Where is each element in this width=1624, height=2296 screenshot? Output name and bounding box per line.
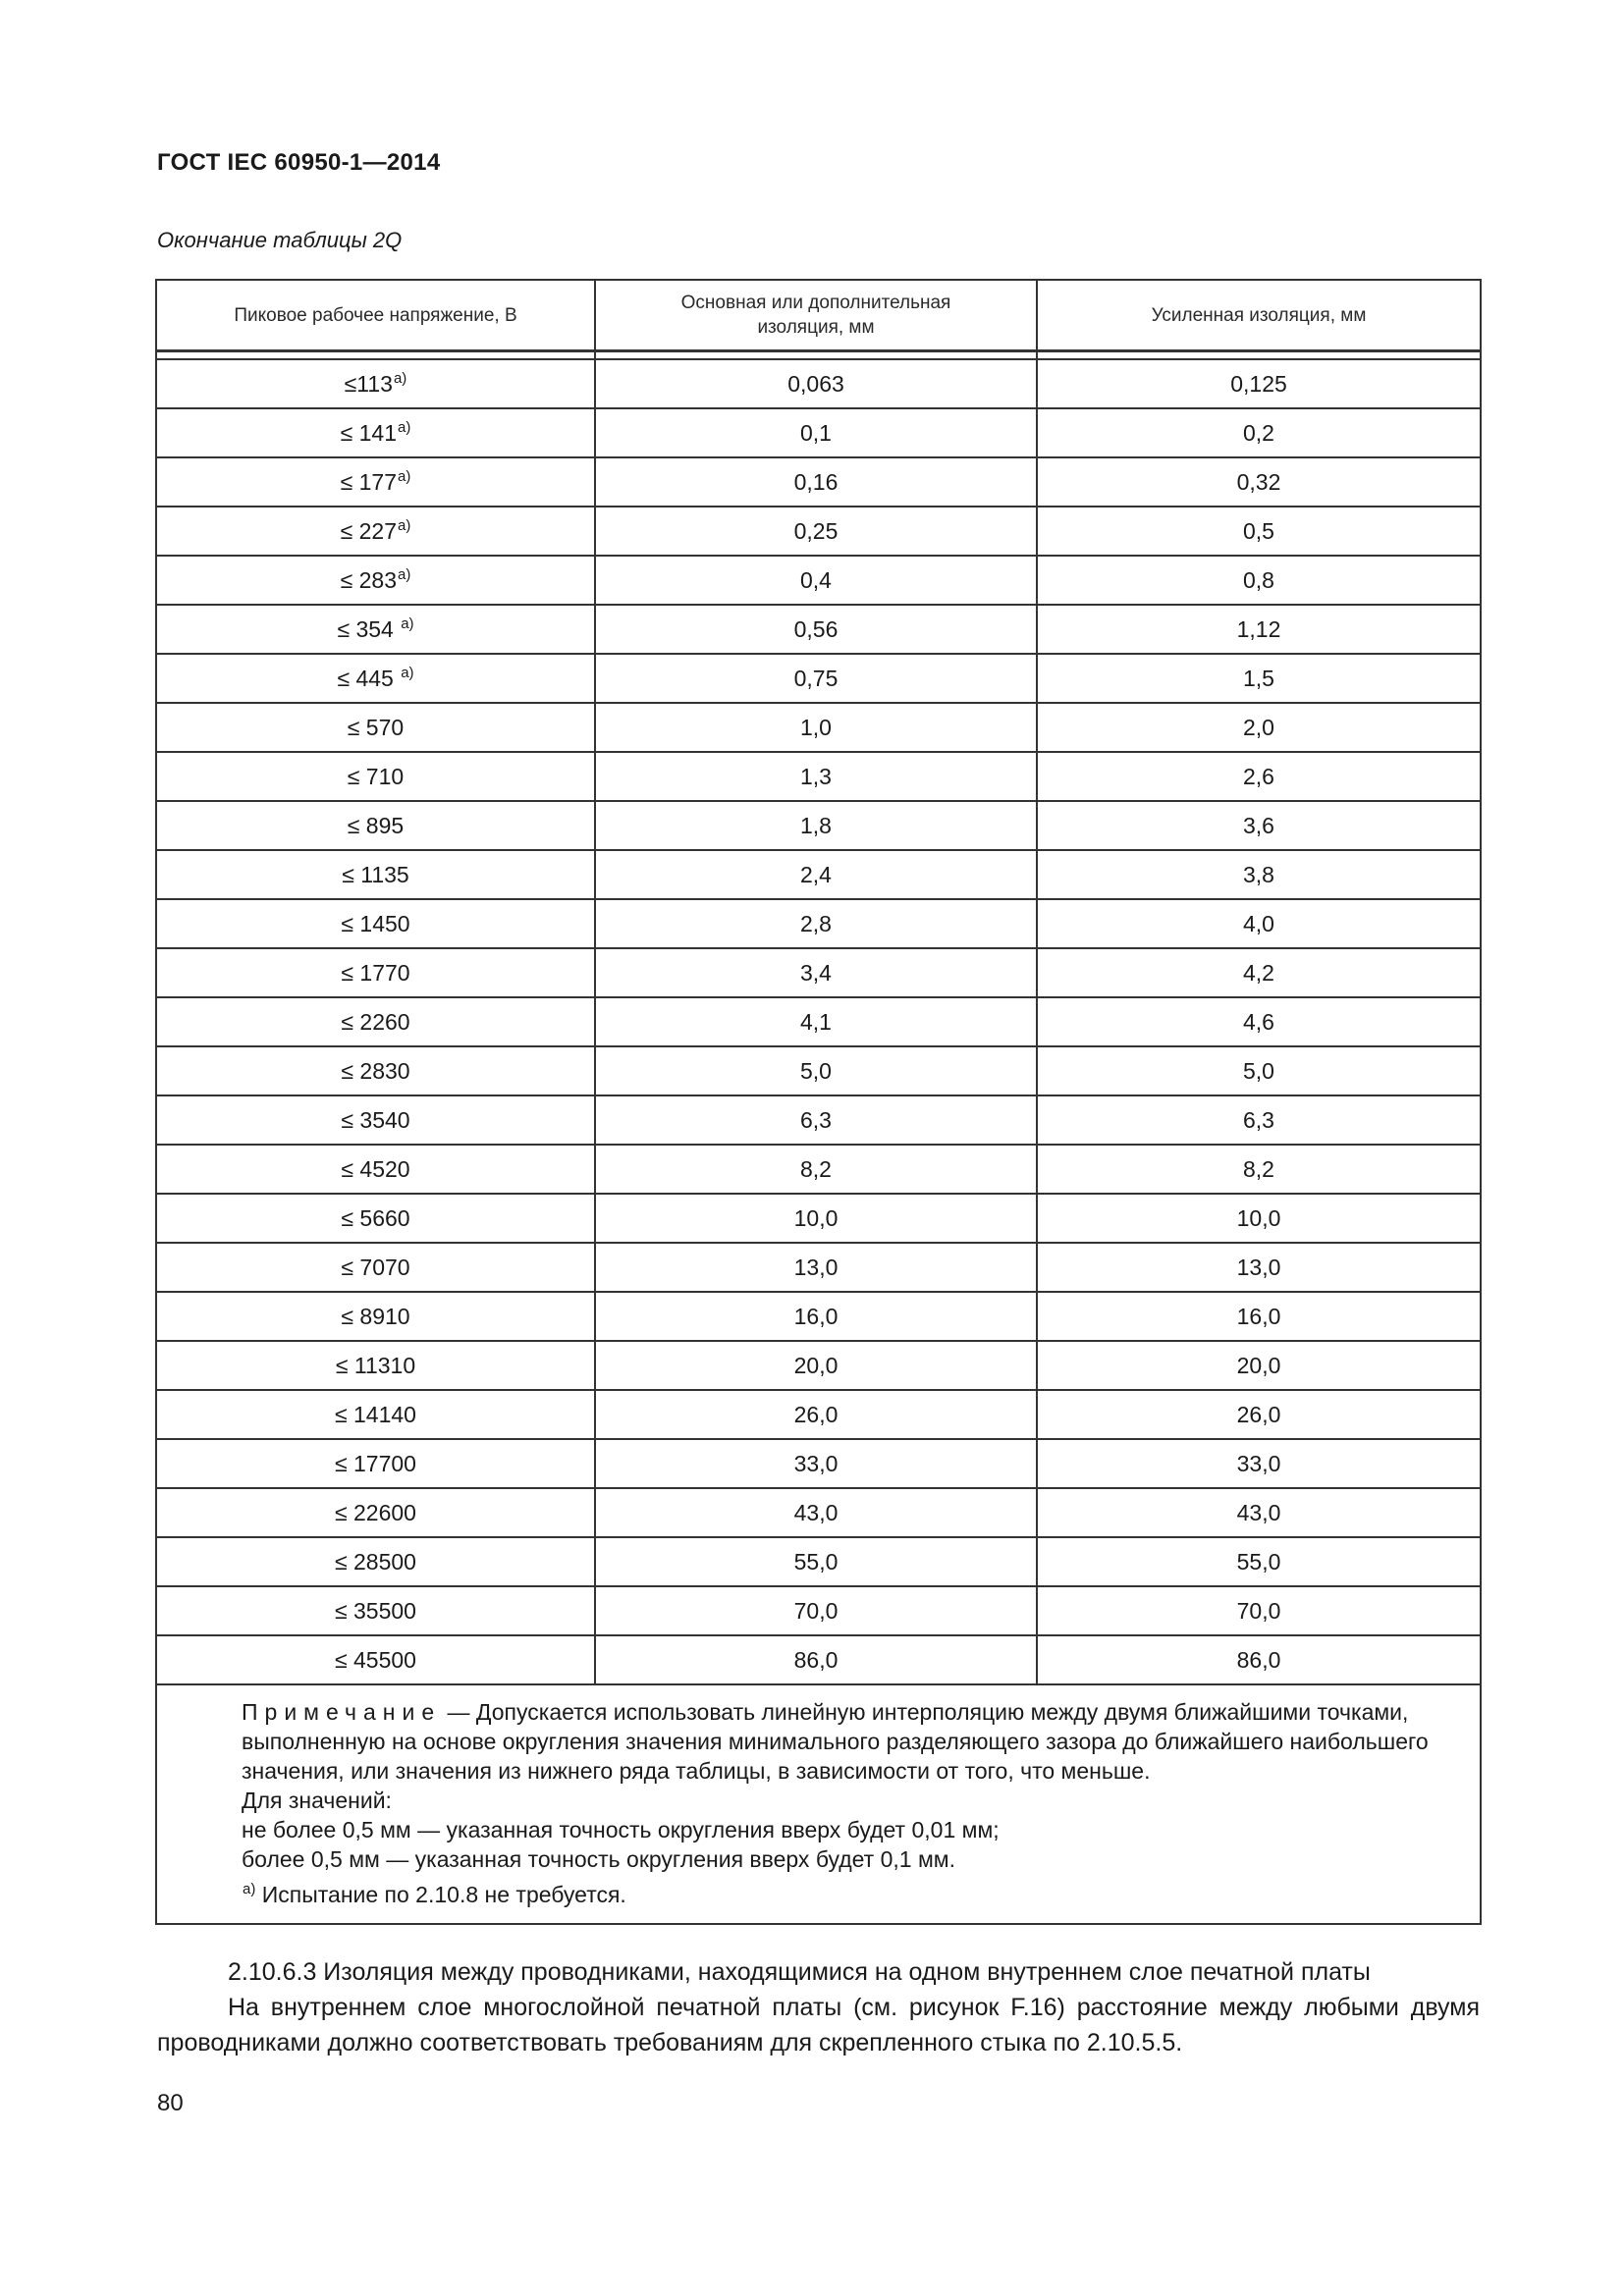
cell-reinforced-insulation: 4,0	[1037, 899, 1481, 948]
page-number: 80	[157, 2090, 184, 2116]
table-row	[156, 654, 1481, 703]
note-for-values: Для значений:	[242, 1788, 392, 1813]
cell-basic-insulation: 0,063	[595, 359, 1037, 408]
cell-reinforced-insulation: 0,5	[1037, 507, 1481, 556]
table-body	[156, 351, 1481, 1685]
table-row	[156, 1439, 1481, 1488]
cell-basic-insulation: 10,0	[595, 1194, 1037, 1243]
cell-reinforced-insulation: 0,2	[1037, 408, 1481, 457]
cell-reinforced-insulation: 4,6	[1037, 997, 1481, 1046]
section-paragraph: На внутреннем слое многослойной печатной платы (см. рисунок F.16) расстояние между любыми двумя проводниками должно соответствовать требованиям для скрепленного стыка по 2.10.5.5.	[157, 1994, 1480, 2056]
cell-basic-insulation: 2,4	[595, 850, 1037, 899]
cell-basic-insulation: 33,0	[595, 1439, 1037, 1488]
table-row	[156, 1292, 1481, 1341]
footnote-mark: a)	[243, 1881, 256, 1898]
cell-basic-insulation: 70,0	[595, 1586, 1037, 1635]
cell-voltage: ≤ 22600	[156, 1488, 595, 1537]
cell-basic-insulation: 16,0	[595, 1292, 1037, 1341]
table-row	[156, 457, 1481, 507]
column-header-basic-insulation: Основная или дополнительная изоляция, мм	[595, 280, 1037, 351]
column-header-reinforced-insulation: Усиленная изоляция, мм	[1037, 280, 1481, 351]
cell-reinforced-insulation: 6,3	[1037, 1095, 1481, 1145]
cell-basic-insulation: 1,3	[595, 752, 1037, 801]
header-gap	[156, 351, 1481, 360]
cell-voltage: ≤ 570	[156, 703, 595, 752]
cell-reinforced-insulation: 2,6	[1037, 752, 1481, 801]
document-header: ГОСТ IEC 60950-1—2014	[157, 149, 441, 176]
cell-basic-insulation: 86,0	[595, 1635, 1037, 1684]
footnote-ref: a)	[401, 664, 414, 681]
table-row	[156, 997, 1481, 1046]
table-row	[156, 1145, 1481, 1194]
cell-basic-insulation: 13,0	[595, 1243, 1037, 1292]
table-row	[156, 1243, 1481, 1292]
table-caption: Окончание таблицы 2Q	[157, 228, 403, 252]
cell-voltage: ≤ 5660	[156, 1194, 595, 1243]
table-row	[156, 1488, 1481, 1537]
table-row	[156, 1095, 1481, 1145]
cell-reinforced-insulation: 1,5	[1037, 654, 1481, 703]
table-row	[156, 408, 1481, 457]
cell-reinforced-insulation: 43,0	[1037, 1488, 1481, 1537]
note-rounding-1: не более 0,5 мм — указанная точность округления вверх будет 0,01 мм;	[242, 1817, 1000, 1842]
cell-reinforced-insulation: 0,125	[1037, 359, 1481, 408]
cell-reinforced-insulation: 5,0	[1037, 1046, 1481, 1095]
table-row	[156, 1194, 1481, 1243]
cell-reinforced-insulation: 1,12	[1037, 605, 1481, 654]
cell-basic-insulation: 1,8	[595, 801, 1037, 850]
table-row	[156, 1046, 1481, 1095]
footnote-ref: a)	[398, 516, 411, 534]
cell-voltage: ≤ 1770	[156, 948, 595, 997]
cell-basic-insulation: 1,0	[595, 703, 1037, 752]
cell-voltage: ≤ 445 $^{a)}$	[156, 654, 595, 703]
cell-basic-insulation: 0,56	[595, 605, 1037, 654]
cell-reinforced-insulation: 3,6	[1037, 801, 1481, 850]
cell-basic-insulation: 0,25	[595, 507, 1037, 556]
cell-reinforced-insulation: 0,32	[1037, 457, 1481, 507]
cell-reinforced-insulation: 55,0	[1037, 1537, 1481, 1586]
table-footnote	[171, 1880, 1466, 1909]
cell-basic-insulation: 0,4	[595, 556, 1037, 605]
cell-reinforced-insulation: 10,0	[1037, 1194, 1481, 1243]
cell-reinforced-insulation: 0,8	[1037, 556, 1481, 605]
cell-voltage: ≤ $141^{a)}$	[156, 408, 595, 457]
cell-basic-insulation: 55,0	[595, 1537, 1037, 1586]
cell-basic-insulation: 0,75	[595, 654, 1037, 703]
cell-basic-insulation: 26,0	[595, 1390, 1037, 1439]
cell-voltage: ≤ 2260	[156, 997, 595, 1046]
cell-voltage: ≤ 7070	[156, 1243, 595, 1292]
cell-voltage: ≤ 14140	[156, 1390, 595, 1439]
cell-voltage: ≤ $227^{a)}$	[156, 507, 595, 556]
table-row	[156, 359, 1481, 408]
cell-voltage: ≤ $283^{a)}$	[156, 556, 595, 605]
cell-basic-insulation: 2,8	[595, 899, 1037, 948]
cell-reinforced-insulation: 4,2	[1037, 948, 1481, 997]
cell-voltage: ≤ 8910	[156, 1292, 595, 1341]
table-row	[156, 1341, 1481, 1390]
cell-basic-insulation: 8,2	[595, 1145, 1037, 1194]
table-row	[156, 507, 1481, 556]
cell-voltage: ≤ 28500	[156, 1537, 595, 1586]
footnote-ref: a)	[398, 565, 411, 583]
section-heading-2-10-6-3: 2.10.6.3 Изоляция между проводниками, находящимися на одном внутреннем слое печатной платы	[228, 1958, 1371, 1986]
cell-basic-insulation: 43,0	[595, 1488, 1037, 1537]
note-rounding-2: более 0,5 мм — указанная точность округления вверх будет 0,1 мм.	[242, 1846, 955, 1872]
table-row	[156, 850, 1481, 899]
cell-voltage: ≤ 710	[156, 752, 595, 801]
table-row	[156, 801, 1481, 850]
footnote-ref: a)	[393, 369, 407, 387]
table-row	[156, 752, 1481, 801]
cell-voltage: ≤ 1450	[156, 899, 595, 948]
footnote-ref: a)	[398, 418, 411, 436]
note-row	[156, 1684, 1481, 1924]
cell-reinforced-insulation: 33,0	[1037, 1439, 1481, 1488]
cell-voltage: ≤ $177^{a)}$	[156, 457, 595, 507]
table-row	[156, 1635, 1481, 1684]
cell-basic-insulation: 0,1	[595, 408, 1037, 457]
cell-basic-insulation: 20,0	[595, 1341, 1037, 1390]
cell-basic-insulation: 6,3	[595, 1095, 1037, 1145]
table-row	[156, 1390, 1481, 1439]
column-header-voltage: Пиковое рабочее напряжение, В	[156, 280, 595, 351]
cell-voltage: ≤ 895	[156, 801, 595, 850]
cell-voltage: ≤ 3540	[156, 1095, 595, 1145]
cell-basic-insulation: 0,16	[595, 457, 1037, 507]
cell-voltage: ≤ 35500	[156, 1586, 595, 1635]
cell-basic-insulation: 4,1	[595, 997, 1037, 1046]
table-row	[156, 899, 1481, 948]
cell-reinforced-insulation: 2,0	[1037, 703, 1481, 752]
cell-reinforced-insulation: 86,0	[1037, 1635, 1481, 1684]
footnote-ref: a)	[401, 614, 414, 632]
table-row	[156, 556, 1481, 605]
cell-reinforced-insulation: 13,0	[1037, 1243, 1481, 1292]
table-row	[156, 948, 1481, 997]
table-header-row	[156, 280, 1481, 351]
cell-voltage: $\le 113^{a)}$	[156, 359, 595, 408]
cell-voltage: ≤ 354 $^{a)}$	[156, 605, 595, 654]
table-note: Примечание — Допускается использовать линейную интерполяцию между двумя ближайшими точками, выполненную на основе округления значения минимального разделяющего зазора до ближайшего наибольшего значения, или значения из нижнего ряда таблицы, в зависимости от того, что меньше. Для значений: не более 0,5 мм — указанная точность округления вверх будет 0,01 мм; более 0,5 мм — указанная точность округления вверх будет 0,1 мм. $^{a)}$ Испытание по 2.10.8 не требуется.	[156, 1684, 1481, 1924]
footnote-text: Испытание по 2.10.8 не требуется.	[255, 1882, 626, 1907]
table-row	[156, 1586, 1481, 1635]
note-label: Примечание	[242, 1699, 442, 1725]
footnote-ref: a)	[398, 467, 411, 485]
table-row	[156, 605, 1481, 654]
cell-voltage: ≤ 2830	[156, 1046, 595, 1095]
cell-reinforced-insulation: 26,0	[1037, 1390, 1481, 1439]
cell-voltage: ≤ 17700	[156, 1439, 595, 1488]
cell-voltage: ≤ 4520	[156, 1145, 595, 1194]
cell-reinforced-insulation: 16,0	[1037, 1292, 1481, 1341]
cell-reinforced-insulation: 20,0	[1037, 1341, 1481, 1390]
cell-basic-insulation: 5,0	[595, 1046, 1037, 1095]
cell-basic-insulation: 3,4	[595, 948, 1037, 997]
table-row	[156, 703, 1481, 752]
cell-reinforced-insulation: 3,8	[1037, 850, 1481, 899]
table-row	[156, 1537, 1481, 1586]
cell-reinforced-insulation: 8,2	[1037, 1145, 1481, 1194]
cell-voltage: ≤ 45500	[156, 1635, 595, 1684]
cell-reinforced-insulation: 70,0	[1037, 1586, 1481, 1635]
clearance-table	[155, 279, 1482, 1925]
note-text: Допускается использовать линейную интерполяцию между двумя ближайшими точками, выполненную на основе округления значения минимального разделяющего зазора до ближайшего наибольшего значения, или значения из нижнего ряда таблицы, в зависимости от того, что меньше.	[242, 1699, 1429, 1784]
cell-voltage: ≤ 11310	[156, 1341, 595, 1390]
cell-voltage: ≤ 1135	[156, 850, 595, 899]
